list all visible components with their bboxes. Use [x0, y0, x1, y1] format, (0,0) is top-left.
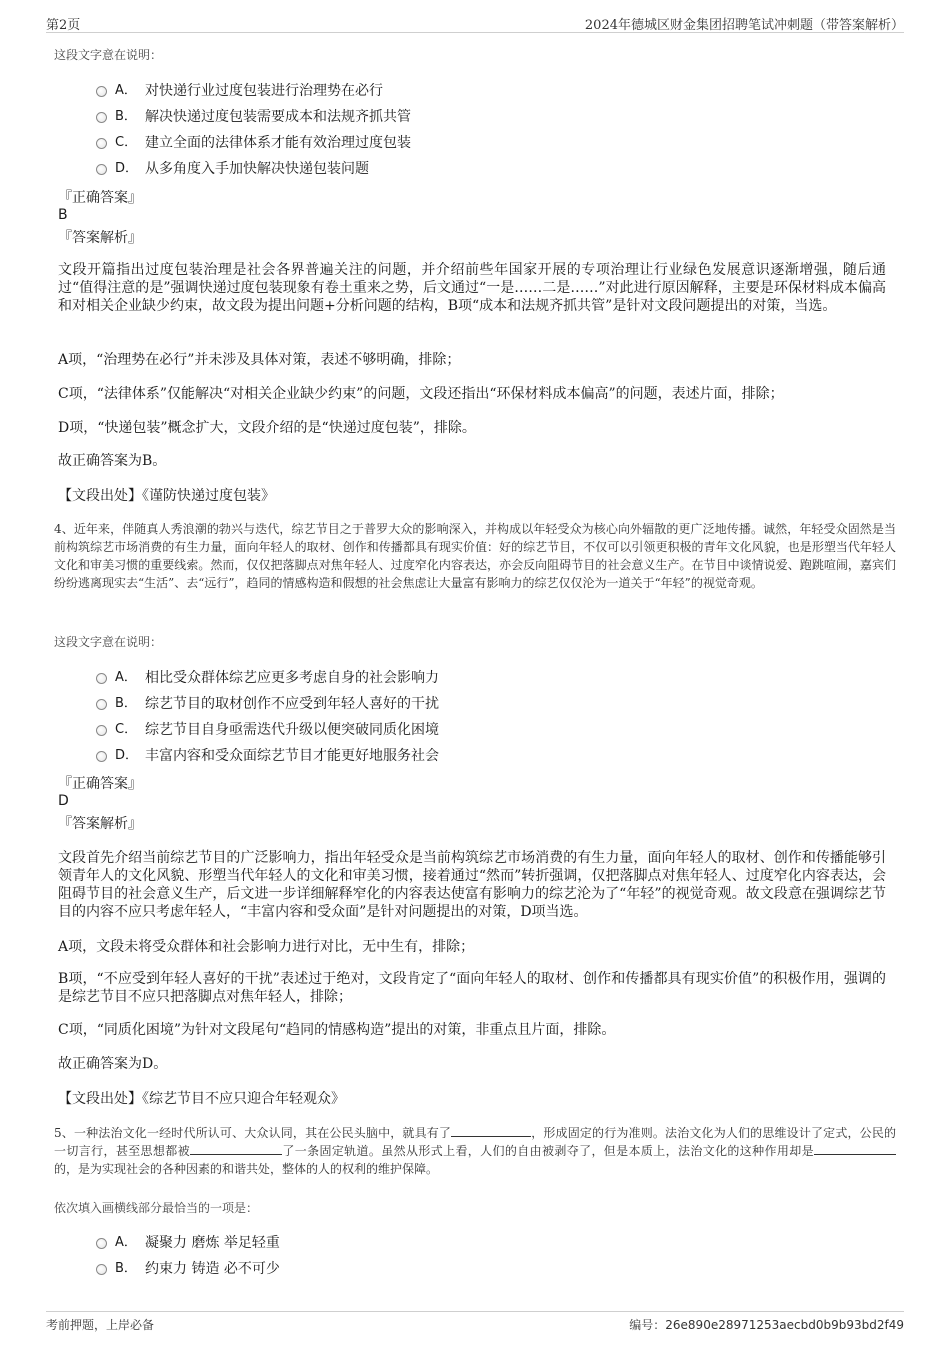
- q3-analysis-a: A项，“治理势在必行”并未涉及具体对策，表述不够明确，排除；: [58, 352, 461, 368]
- fill-blank-1[interactable]: [451, 1124, 531, 1137]
- document-title: 2024年德城区财金集团招聘笔试冲刺题（带答案解析）: [584, 18, 904, 33]
- q3-answer: B: [58, 207, 68, 223]
- q4-stem: 4、近年来，伴随真人秀浪潮的勃兴与迭代，综艺节目之于普罗大众的影响深入，并构成以年轻受众为核心向外辐散的更广泛地传播。诚然，年轻受众固然是当前构筑综艺市场消费的有生力量，面向年轻人的取材、创作和传播都具有现实价值：好的综艺节目，不仅可以引领更积极的青年文化风貌，也是形塑当代年轻人文化和审美习惯的重要线索。然而，仅仅把落脚点对焦年轻人、过度窄化内容表达，亦会反向阻碍节目的社会意义生产。在节目中谈情说爱、跑跳喧闹，嘉宾们纷纷逃离现实去“生活”、去“远行”，趋同的情感构造和假想的社会焦虑让大量富有影响力的综艺仅仅沦为一道关于“年轻”的视觉奇观。: [54, 522, 896, 590]
- q5-option-a[interactable]: A． 凝聚力 磨炼 举足轻重: [96, 1230, 896, 1256]
- q4-analysis-label: 『答案解析』: [58, 816, 142, 832]
- q5-prompt: 依次填入画横线部分最恰当的一项是：: [54, 1201, 259, 1215]
- q3-option-a[interactable]: A． 对快递行业过度包装进行治理势在必行: [96, 78, 896, 104]
- q5-stem: 5、一种法治文化一经时代所认可、大众认同，其在公民头脑中，就具有了 ，形成固定的行为准则。法治文化为人们的思维设计了定式，公民的一切言行，甚至思想都被 了一条固定轨道。虽然从形式上看，人们的自由被剥夺了，但是本质上，法治文化的这种作用却是的，是为实现社会的各种因素的和谐共处，整体的人的权利的维护保障。: [54, 1126, 896, 1176]
- q4-option-c[interactable]: C． 综艺节目自身亟需迭代升级以便突破同质化困境: [96, 717, 896, 743]
- q4-answer-label: 『正确答案』: [58, 776, 142, 792]
- q4-option-d[interactable]: D． 丰富内容和受众面综艺节目才能更好地服务社会: [96, 743, 896, 769]
- q4-analysis-main: 文段首先介绍当前综艺节目的广泛影响力，指出年轻受众是当前构筑综艺市场消费的有生力量，面向年轻人的取材、创作和传播能够引领青年人的文化风貌、形塑当代年轻人的文化和审美习惯，接着通过“然而”转折强调，仅把落脚点对焦年轻人、过度窄化内容表达，会阻碍节目的社会意义生产，后文进一步详细解释窄化的内容表达使富有影响力的综艺沦为了“年轻”的视觉奇观。故文段意在强调综艺节目的内容不应只考虑年轻人，“丰富内容和受众面”是针对问题提出的对策，D项当选。: [58, 850, 886, 920]
- document-code: 编号：26e890e28971253aecbd0b9b93bd2f49: [629, 1318, 904, 1332]
- q4-conclusion: 故正确答案为D。: [58, 1056, 168, 1072]
- q4-source: 【文段出处】《综艺节目不应只迎合年轻观众》: [58, 1091, 345, 1107]
- q3-analysis-c: C项，“法律体系”仅能解决“对相关企业缺少约束”的问题，文段还指出“环保材料成本偏高”的问题，表述片面，排除；: [58, 386, 784, 402]
- radio-icon[interactable]: [96, 725, 107, 736]
- q3-analysis-d: D项，“快递包装”概念扩大，文段介绍的是“快递过度包装”，排除。: [58, 420, 476, 436]
- q4-option-a[interactable]: A． 相比受众群体综艺应更多考虑自身的社会影响力: [96, 665, 896, 691]
- q3-answer-label: 『正确答案』: [58, 190, 142, 206]
- q3-option-b[interactable]: B． 解决快递过度包装需要成本和法规齐抓共管: [96, 104, 896, 130]
- q4-analysis-b: B项，“不应受到年轻人喜好的干扰”表述过于绝对，文段肯定了“面向年轻人的取材、创作和传播都具有现实价值”的积极作用，强调的是综艺节目不应只把落脚点对焦年轻人，排除；: [58, 971, 886, 1005]
- q3-source: 【文段出处】《谨防快递过度包装》: [58, 488, 275, 504]
- page-number: 第2页: [46, 18, 81, 33]
- q3-prompt: 这段文字意在说明：: [54, 48, 163, 62]
- q4-options: [96, 665, 896, 769]
- q4-option-b[interactable]: B． 综艺节目的取材创作不应受到年轻人喜好的干扰: [96, 691, 896, 717]
- radio-icon[interactable]: [96, 1238, 107, 1249]
- page-header: [46, 12, 904, 33]
- q3-analysis-label: 『答案解析』: [58, 230, 142, 246]
- q3-option-d[interactable]: D． 从多角度入手加快解决快递包装问题: [96, 156, 896, 182]
- q3-analysis-main: 文段开篇指出过度包装治理是社会各界普遍关注的问题，并介绍前些年国家开展的专项治理让行业绿色发展意识逐渐增强，随后通过“值得注意的是”强调快递过度包装现象有卷土重来之势，后文通过“一是……二是……”对此进行原因解释，主要是环保材料成本偏高和对相关企业缺少约束，故文段为提出问题+分析问题的结构，B项“成本和法规齐抓共管”是针对文段问题提出的对策，当选。: [58, 262, 886, 314]
- page-footer: [46, 1311, 904, 1336]
- q3-conclusion: 故正确答案为B。: [58, 453, 167, 469]
- q4-answer: D: [58, 793, 69, 809]
- fill-blank-3[interactable]: [814, 1142, 896, 1155]
- q3-option-c[interactable]: C． 建立全面的法律体系才能有效治理过度包装: [96, 130, 896, 156]
- fill-blank-2[interactable]: [190, 1142, 282, 1155]
- q4-prompt: 这段文字意在说明：: [54, 635, 163, 649]
- radio-icon[interactable]: [96, 112, 107, 123]
- q4-analysis-c: C项，“同质化困境”为针对文段尾句“趋同的情感构造”提出的对策，非重点且片面，排除。: [58, 1022, 616, 1038]
- radio-icon[interactable]: [96, 751, 107, 762]
- radio-icon[interactable]: [96, 1264, 107, 1275]
- q3-options: [96, 78, 896, 182]
- radio-icon[interactable]: [96, 673, 107, 684]
- q5-options: [96, 1230, 896, 1282]
- radio-icon[interactable]: [96, 699, 107, 710]
- q4-analysis-a: A项，文段未将受众群体和社会影响力进行对比，无中生有，排除；: [58, 939, 475, 955]
- radio-icon[interactable]: [96, 86, 107, 97]
- radio-icon[interactable]: [96, 138, 107, 149]
- q5-option-b[interactable]: B． 约束力 铸造 必不可少: [96, 1256, 896, 1282]
- footer-note: 考前押题，上岸必备: [46, 1318, 155, 1332]
- radio-icon[interactable]: [96, 164, 107, 175]
